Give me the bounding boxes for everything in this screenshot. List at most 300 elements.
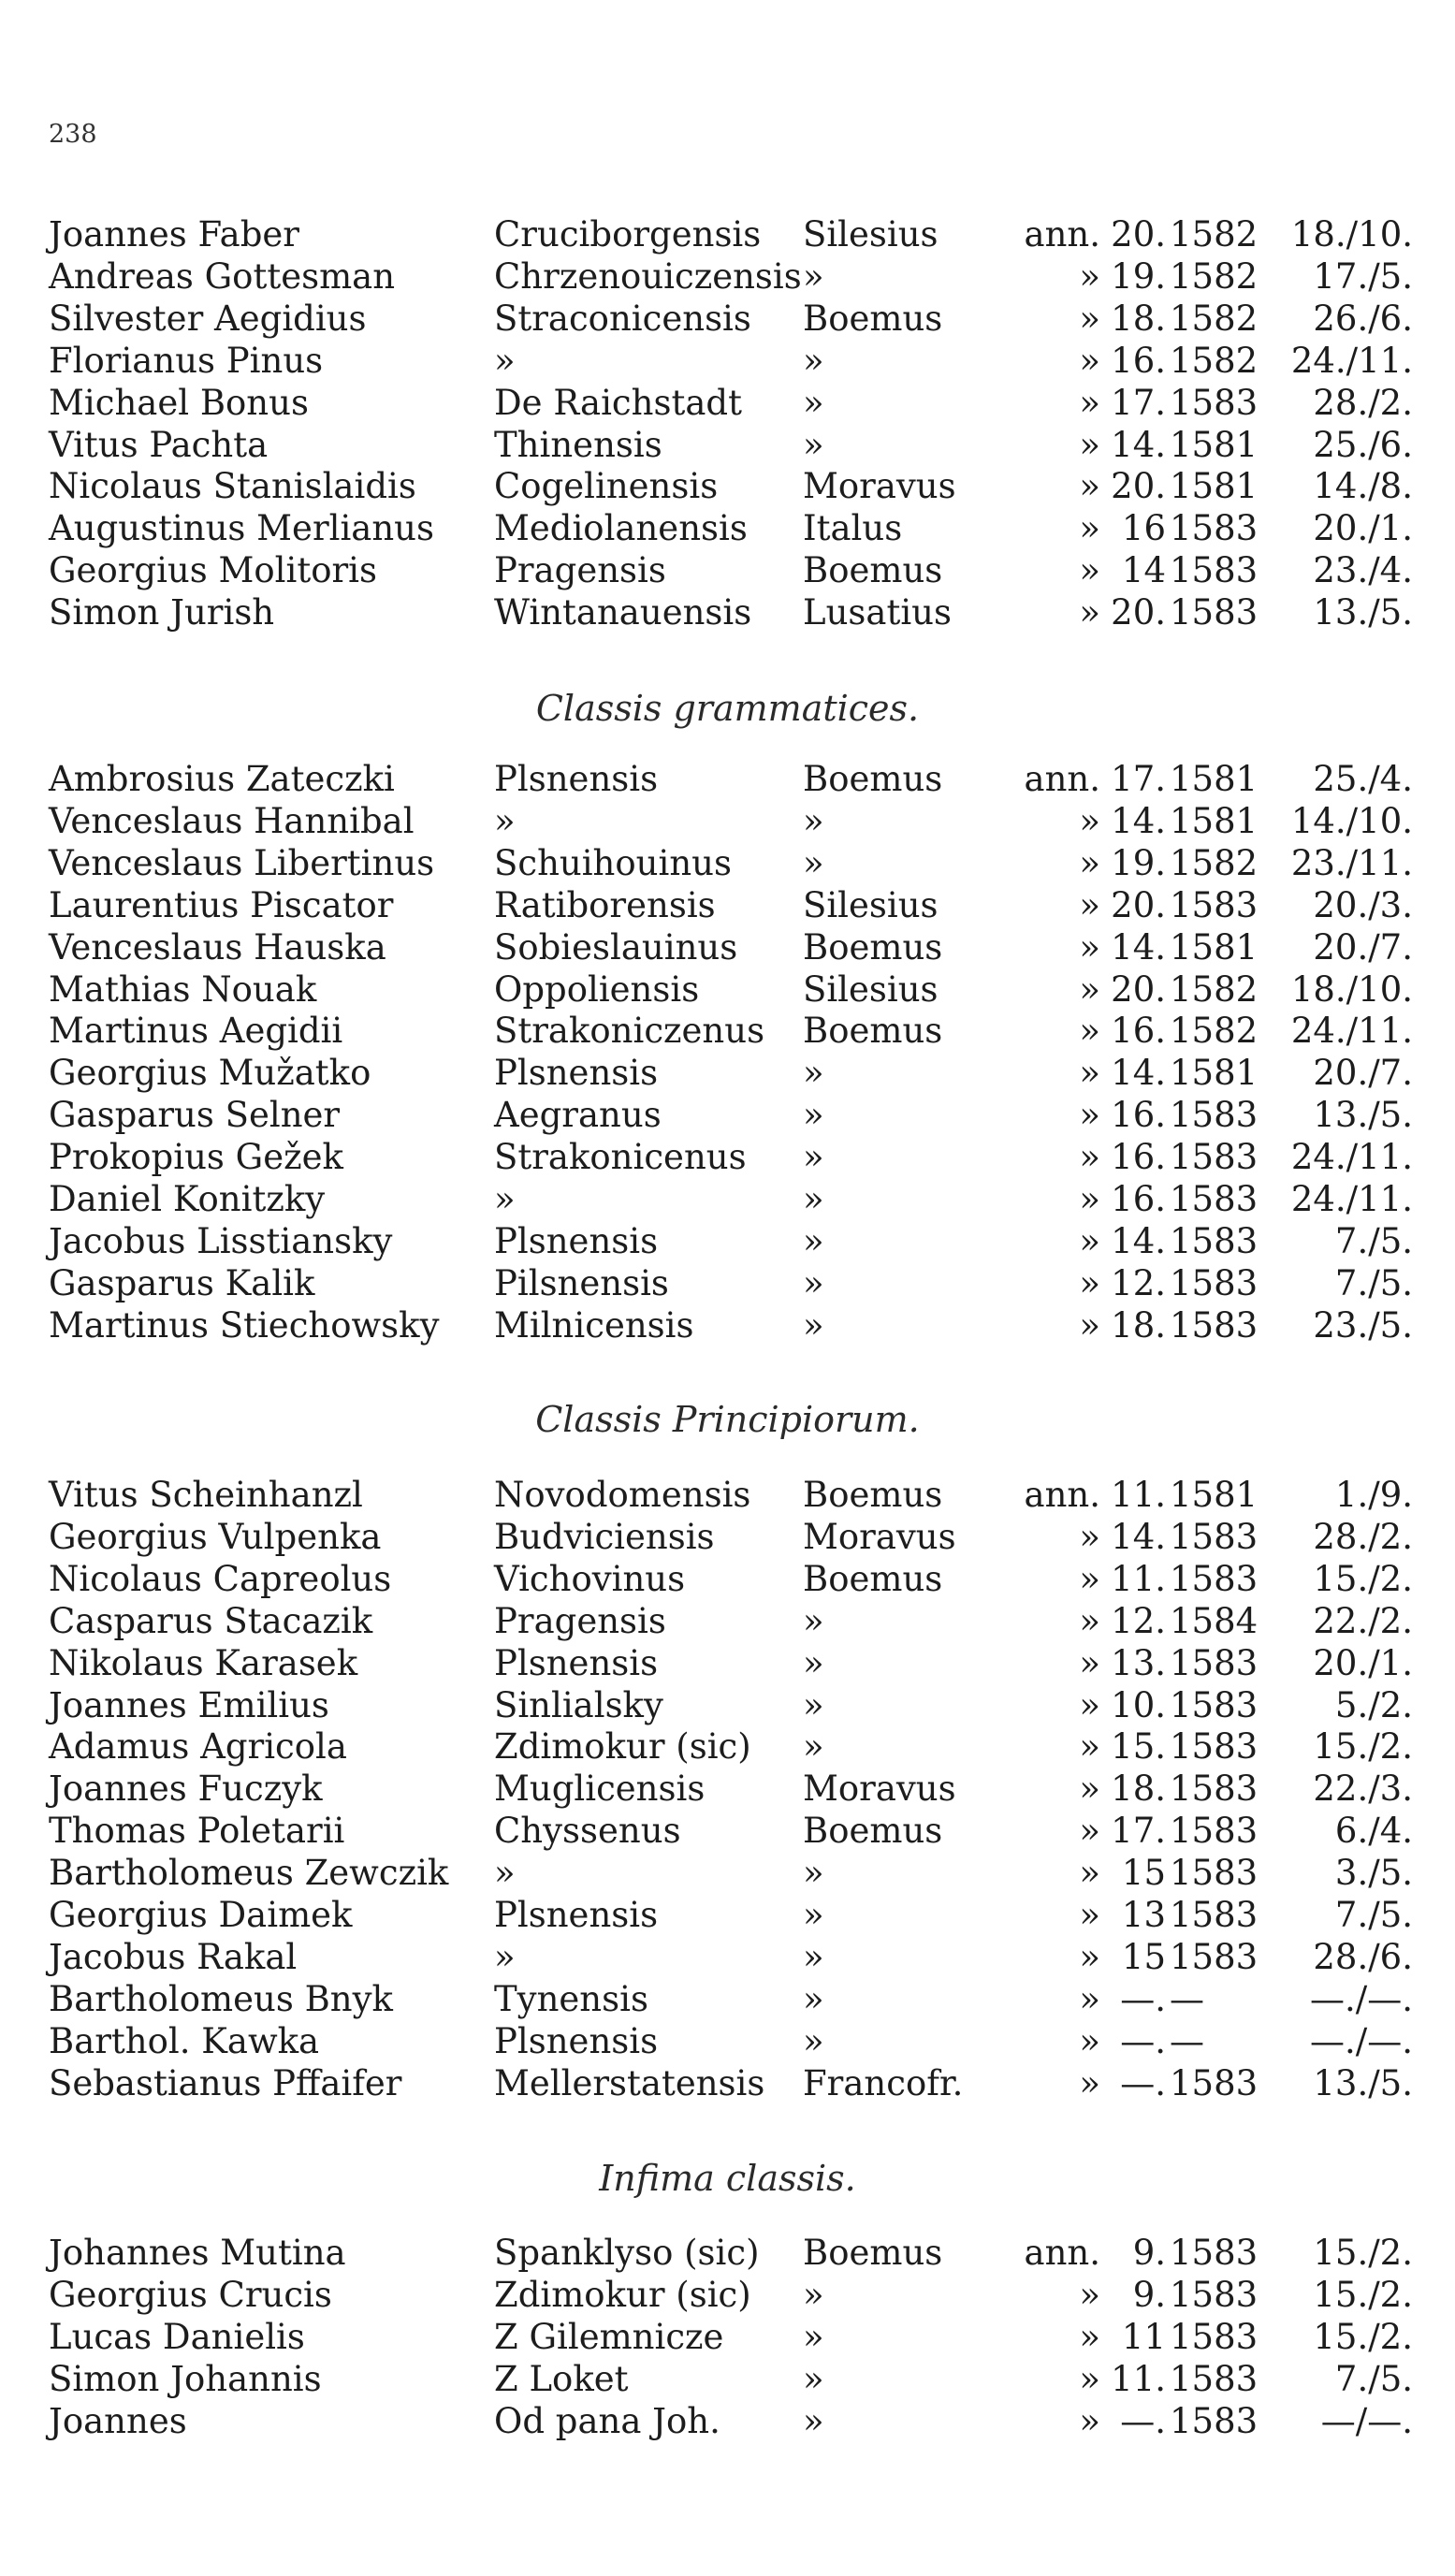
register-row xyxy=(0,968,1455,1011)
row-day: 11. xyxy=(1111,2358,1166,2399)
row-origin: Mellerstatensis xyxy=(494,2062,765,2103)
row-ann: » xyxy=(1079,1895,1100,1935)
register-row xyxy=(0,465,1455,507)
row-date: 7./5. xyxy=(1334,1895,1413,1935)
row-name: Georgius Crucis xyxy=(49,2274,332,2315)
row-name: Daniel Konitzky xyxy=(49,1179,326,1219)
row-nation: » xyxy=(803,1137,824,1178)
register-row xyxy=(0,1136,1455,1178)
row-date: 13./5. xyxy=(1313,592,1413,633)
row-nation: » xyxy=(803,842,824,883)
row-year: 1583 xyxy=(1170,592,1259,633)
row-ann: » xyxy=(1079,298,1100,339)
row-ann: ann. xyxy=(1024,1475,1100,1515)
row-ann: » xyxy=(1079,1936,1100,1977)
row-origin: Plsnensis xyxy=(494,1053,659,1094)
row-origin: Novodomensis xyxy=(494,1475,751,1515)
row-date: 23./5. xyxy=(1313,1304,1413,1346)
register-row xyxy=(0,2316,1455,2358)
section-heading: Classis grammatices. xyxy=(535,688,920,729)
row-name: Joannes Fuczyk xyxy=(49,1768,323,1810)
row-day: 9. xyxy=(1132,2274,1166,2315)
row-ann: » xyxy=(1079,340,1100,381)
register-row xyxy=(0,2274,1455,2316)
row-ann: » xyxy=(1079,1137,1100,1178)
row-origin: Zdimokur (sic) xyxy=(494,1726,751,1768)
row-day: 18. xyxy=(1111,1768,1166,1810)
row-name: Georgius Daimek xyxy=(49,1895,353,1935)
row-nation: Moravus xyxy=(803,1768,956,1810)
row-name: Venceslaus Hannibal xyxy=(49,800,415,841)
row-origin: Cruciborgensis xyxy=(494,214,762,255)
row-ann: » xyxy=(1079,255,1100,297)
row-day: 18. xyxy=(1111,298,1166,339)
row-nation: » xyxy=(803,1684,824,1725)
row-name: Venceslaus Libertinus xyxy=(49,842,435,883)
row-year: 1583 xyxy=(1170,1220,1259,1261)
row-name: Laurentius Piscator xyxy=(49,884,394,925)
row-day: —. xyxy=(1120,2062,1166,2103)
register-row xyxy=(0,2020,1455,2062)
row-year: 1581 xyxy=(1170,759,1259,799)
row-day: —. xyxy=(1120,1978,1166,2019)
row-date: 24./11. xyxy=(1290,1011,1413,1052)
row-nation: » xyxy=(803,1978,824,2019)
row-date: 15./2. xyxy=(1313,1726,1413,1768)
row-nation: » xyxy=(803,800,824,841)
row-day: 15 xyxy=(1121,1853,1166,1894)
row-date: 6./4. xyxy=(1334,1811,1413,1852)
page-number: 238 xyxy=(49,120,97,149)
row-origin: Strakoniczenus xyxy=(494,1011,765,1052)
row-origin: Wintanauensis xyxy=(494,592,752,633)
row-origin: Thinensis xyxy=(494,424,662,465)
row-origin: De Raichstadt xyxy=(494,382,742,423)
row-date: 14./10. xyxy=(1290,800,1413,841)
row-nation: » xyxy=(803,1262,824,1303)
row-origin: Plsnensis xyxy=(494,2020,659,2061)
row-day: 14. xyxy=(1111,1516,1166,1557)
row-name: Johannes Mutina xyxy=(49,2233,346,2273)
row-nation: » xyxy=(803,2020,824,2061)
section-heading: Infima classis. xyxy=(599,2158,856,2199)
row-year: 1581 xyxy=(1170,1475,1259,1515)
row-day: 11. xyxy=(1111,1475,1166,1515)
row-ann: » xyxy=(1079,592,1100,633)
row-name: Gasparus Selner xyxy=(49,1095,341,1136)
register-row xyxy=(0,424,1455,466)
row-year: 1583 xyxy=(1170,1516,1259,1557)
row-date: 20./1. xyxy=(1313,1642,1413,1683)
row-ann: » xyxy=(1079,968,1100,1010)
row-date: 15./2. xyxy=(1313,1558,1413,1599)
row-name: Nikolaus Karasek xyxy=(49,1642,358,1683)
row-name: Georgius Molitoris xyxy=(49,550,377,591)
row-day: 9. xyxy=(1132,2233,1166,2273)
row-name: Florianus Pinus xyxy=(49,340,324,381)
row-name: Jacobus Rakal xyxy=(49,1936,298,1977)
row-ann: » xyxy=(1079,884,1100,925)
row-day: 13. xyxy=(1111,1642,1166,1683)
row-nation: » xyxy=(803,1095,824,1136)
row-name: Augustinus Merlianus xyxy=(49,508,435,549)
row-year: 1583 xyxy=(1170,1137,1259,1178)
row-date: 23./11. xyxy=(1290,842,1413,883)
row-origin: Milnicensis xyxy=(494,1304,694,1346)
row-nation: » xyxy=(803,2274,824,2315)
row-day: 12. xyxy=(1111,1262,1166,1303)
row-nation: Boemus xyxy=(803,298,943,339)
row-ann: » xyxy=(1079,1262,1100,1303)
register-row xyxy=(0,507,1455,549)
row-nation: Moravus xyxy=(803,466,956,507)
row-name: Prokopius Gežek xyxy=(49,1137,343,1178)
row-origin: » xyxy=(494,1179,516,1219)
row-year: 1581 xyxy=(1170,1053,1259,1094)
row-name: Sebastianus Pffaifer xyxy=(49,2062,402,2103)
row-origin: Sobieslauinus xyxy=(494,926,738,968)
row-origin: Pragensis xyxy=(494,550,666,591)
row-nation: Italus xyxy=(803,508,903,549)
row-ann: » xyxy=(1079,550,1100,591)
row-ann: » xyxy=(1079,1558,1100,1599)
row-origin: Zdimokur (sic) xyxy=(494,2274,751,2315)
row-date: 18./10. xyxy=(1290,214,1413,255)
row-name: Joannes Emilius xyxy=(49,1684,329,1725)
row-date: 5./2. xyxy=(1334,1684,1413,1725)
row-day: 19. xyxy=(1111,842,1166,883)
row-origin: Z Gilemnicze xyxy=(494,2316,724,2357)
row-name: Bartholomeus Zewczik xyxy=(49,1853,449,1894)
row-year: 1582 xyxy=(1170,214,1259,255)
row-date: —./—. xyxy=(1310,1978,1413,2019)
row-nation: Boemus xyxy=(803,550,943,591)
register-row xyxy=(0,1474,1455,1516)
row-origin: Muglicensis xyxy=(494,1768,706,1810)
row-nation: » xyxy=(803,1600,824,1641)
row-origin: Plsnensis xyxy=(494,1895,659,1935)
register-row xyxy=(0,1516,1455,1558)
row-nation: Boemus xyxy=(803,2233,943,2273)
row-ann: » xyxy=(1079,382,1100,423)
row-origin: Aegranus xyxy=(494,1095,662,1136)
row-origin: Pilsnensis xyxy=(494,1262,669,1303)
row-nation: Boemus xyxy=(803,1475,943,1515)
row-origin: Vichovinus xyxy=(494,1558,686,1599)
row-year: 1582 xyxy=(1170,255,1259,297)
row-origin: Spanklyso (sic) xyxy=(494,2233,760,2273)
row-year: 1584 xyxy=(1170,1600,1259,1641)
row-nation: Moravus xyxy=(803,1516,956,1557)
register-row xyxy=(0,2400,1455,2442)
row-nation: » xyxy=(803,1936,824,1977)
row-year: 1583 xyxy=(1170,2274,1259,2315)
register-row xyxy=(0,884,1455,926)
row-day: 13 xyxy=(1121,1895,1166,1935)
row-day: —. xyxy=(1120,2020,1166,2061)
row-name: Joannes xyxy=(49,2400,187,2441)
row-nation: Boemus xyxy=(803,1011,943,1052)
row-origin: Chyssenus xyxy=(494,1811,681,1852)
row-date: 22./2. xyxy=(1313,1600,1413,1641)
row-ann: » xyxy=(1079,2062,1100,2103)
register-row xyxy=(0,255,1455,298)
row-origin: Z Loket xyxy=(494,2358,629,2399)
row-date: 24./11. xyxy=(1290,340,1413,381)
row-year: 1583 xyxy=(1170,1179,1259,1219)
row-ann: » xyxy=(1079,1726,1100,1768)
row-year: 1582 xyxy=(1170,842,1259,883)
row-ann: » xyxy=(1079,2316,1100,2357)
row-nation: » xyxy=(803,1895,824,1935)
row-year: 1583 xyxy=(1170,2358,1259,2399)
row-name: Mathias Nouak xyxy=(49,968,317,1010)
row-day: 16. xyxy=(1111,1179,1166,1219)
row-nation: » xyxy=(803,382,824,423)
row-ann: » xyxy=(1079,1011,1100,1052)
row-ann: » xyxy=(1079,1516,1100,1557)
row-ann: » xyxy=(1079,508,1100,549)
register-row xyxy=(0,1558,1455,1600)
row-day: 20. xyxy=(1111,214,1166,255)
register-row xyxy=(0,1220,1455,1262)
row-origin: Plsnensis xyxy=(494,759,659,799)
row-day: 15. xyxy=(1111,1726,1166,1768)
row-origin: Chrzenouiczensis xyxy=(494,255,802,297)
row-name: Simon Johannis xyxy=(49,2358,322,2399)
row-ann: » xyxy=(1079,1053,1100,1094)
row-origin: Tynensis xyxy=(494,1978,648,2019)
row-name: Georgius Mužatko xyxy=(49,1053,371,1094)
row-ann: » xyxy=(1079,800,1100,841)
row-year: 1583 xyxy=(1170,1811,1259,1852)
row-name: Joannes Faber xyxy=(49,214,299,255)
row-year: 1583 xyxy=(1170,884,1259,925)
row-name: Jacobus Lisstiansky xyxy=(49,1220,393,1261)
row-day: 16 xyxy=(1121,508,1166,549)
row-date: 3./5. xyxy=(1334,1853,1413,1894)
row-nation: » xyxy=(803,1853,824,1894)
row-date: 18./10. xyxy=(1290,968,1413,1010)
row-nation: Boemus xyxy=(803,1558,943,1599)
row-nation: » xyxy=(803,255,824,297)
row-day: 16. xyxy=(1111,1011,1166,1052)
row-name: Barthol. Kawka xyxy=(49,2020,320,2061)
row-year: 1581 xyxy=(1170,800,1259,841)
row-ann: » xyxy=(1079,1684,1100,1725)
row-day: 14. xyxy=(1111,1053,1166,1094)
register-row xyxy=(0,2358,1455,2400)
row-nation: Silesius xyxy=(803,968,938,1010)
row-name: Nicolaus Stanislaidis xyxy=(49,466,416,507)
row-nation: » xyxy=(803,1304,824,1346)
row-date: 15./2. xyxy=(1313,2316,1413,2357)
row-day: 17. xyxy=(1111,1811,1166,1852)
row-nation: » xyxy=(803,1179,824,1219)
row-day: 14. xyxy=(1111,800,1166,841)
row-year: 1581 xyxy=(1170,466,1259,507)
row-nation: Boemus xyxy=(803,926,943,968)
row-date: 26./6. xyxy=(1313,298,1413,339)
register-row xyxy=(0,926,1455,968)
register-row xyxy=(0,1852,1455,1894)
register-row xyxy=(0,1725,1455,1768)
row-name: Silvester Aegidius xyxy=(49,298,367,339)
row-day: 19. xyxy=(1111,255,1166,297)
row-date: 15./2. xyxy=(1313,2274,1413,2315)
row-origin: Plsnensis xyxy=(494,1220,659,1261)
row-origin: Budviciensis xyxy=(494,1516,715,1557)
row-origin: Od pana Joh. xyxy=(494,2400,720,2441)
row-date: 24./11. xyxy=(1290,1137,1413,1178)
row-date: 13./5. xyxy=(1313,2062,1413,2103)
row-date: 7./5. xyxy=(1334,1262,1413,1303)
row-year: 1582 xyxy=(1170,298,1259,339)
register-row xyxy=(0,1768,1455,1810)
row-name: Vitus Scheinhanzl xyxy=(49,1475,363,1515)
row-year: 1583 xyxy=(1170,2400,1259,2441)
row-ann: » xyxy=(1079,2358,1100,2399)
row-year: 1583 xyxy=(1170,550,1259,591)
row-nation: » xyxy=(803,1053,824,1094)
register-row xyxy=(0,1010,1455,1052)
register-row xyxy=(0,1094,1455,1136)
row-date: 1./9. xyxy=(1334,1475,1413,1515)
row-year: 1583 xyxy=(1170,1095,1259,1136)
row-date: 20./7. xyxy=(1313,926,1413,968)
row-nation: Lusatius xyxy=(803,592,952,633)
register-row xyxy=(0,2232,1455,2274)
row-name: Ambrosius Zateczki xyxy=(49,759,395,799)
register-row xyxy=(0,1052,1455,1094)
register-row xyxy=(0,591,1455,633)
register-row xyxy=(0,1936,1455,1978)
row-year: 1583 xyxy=(1170,1936,1259,1977)
register-row xyxy=(0,800,1455,842)
register-row xyxy=(0,842,1455,884)
row-name: Venceslaus Hauska xyxy=(49,926,386,968)
row-year: 1582 xyxy=(1170,340,1259,381)
row-origin: » xyxy=(494,800,516,841)
row-nation: » xyxy=(803,1726,824,1768)
register-row xyxy=(0,1642,1455,1684)
row-year: 1583 xyxy=(1170,1558,1259,1599)
row-name: Adamus Agricola xyxy=(49,1726,347,1768)
row-date: 24./11. xyxy=(1290,1179,1413,1219)
row-year: 1581 xyxy=(1170,926,1259,968)
row-name: Vitus Pachta xyxy=(49,424,269,465)
row-name: Casparus Stacazik xyxy=(49,1600,373,1641)
row-date: 22./3. xyxy=(1313,1768,1413,1810)
row-day: 10. xyxy=(1111,1684,1166,1725)
row-year: — xyxy=(1170,1978,1204,2019)
row-date: 15./2. xyxy=(1313,2233,1413,2273)
register-row xyxy=(0,1978,1455,2020)
register-row xyxy=(0,1684,1455,1726)
row-origin: Straconicensis xyxy=(494,298,751,339)
row-name: Georgius Vulpenka xyxy=(49,1516,382,1557)
row-origin: Plsnensis xyxy=(494,1642,659,1683)
row-name: Thomas Poletarii xyxy=(49,1811,345,1852)
row-date: 28./2. xyxy=(1313,382,1413,423)
register-row xyxy=(0,1178,1455,1220)
row-name: Andreas Gottesman xyxy=(49,255,396,297)
row-origin: Oppoliensis xyxy=(494,968,700,1010)
row-name: Simon Jurish xyxy=(49,592,275,633)
row-day: 20. xyxy=(1111,884,1166,925)
row-day: 17. xyxy=(1111,759,1166,799)
row-origin: Pragensis xyxy=(494,1600,666,1641)
row-origin: Cogelinensis xyxy=(494,466,719,507)
row-day: 15 xyxy=(1121,1936,1166,1977)
row-day: 20. xyxy=(1111,592,1166,633)
row-year: 1582 xyxy=(1170,1011,1259,1052)
row-date: 25./6. xyxy=(1313,424,1413,465)
row-nation: Francofr. xyxy=(803,2062,964,2103)
register-row xyxy=(0,2062,1455,2104)
row-day: 14. xyxy=(1111,926,1166,968)
row-day: 11. xyxy=(1111,1558,1166,1599)
row-ann: » xyxy=(1079,424,1100,465)
row-year: 1583 xyxy=(1170,508,1259,549)
row-ann: » xyxy=(1079,926,1100,968)
register-row xyxy=(0,298,1455,340)
row-day: 12. xyxy=(1111,1600,1166,1641)
row-date: 7./5. xyxy=(1334,2358,1413,2399)
row-ann: » xyxy=(1079,466,1100,507)
row-ann: ann. xyxy=(1024,759,1100,799)
row-day: 20. xyxy=(1111,466,1166,507)
row-day: —. xyxy=(1120,2400,1166,2441)
row-origin: Ratiborensis xyxy=(494,884,716,925)
register-row xyxy=(0,213,1455,255)
row-name: Martinus Aegidii xyxy=(49,1011,343,1052)
row-ann: » xyxy=(1079,1978,1100,2019)
register-row xyxy=(0,1810,1455,1852)
row-day: 16. xyxy=(1111,340,1166,381)
row-nation: » xyxy=(803,424,824,465)
row-day: 17. xyxy=(1111,382,1166,423)
row-origin: » xyxy=(494,1936,516,1977)
row-day: 14 xyxy=(1121,550,1166,591)
row-year: 1583 xyxy=(1170,1726,1259,1768)
row-ann: » xyxy=(1079,1095,1100,1136)
register-row xyxy=(0,1304,1455,1346)
row-year: 1581 xyxy=(1170,424,1259,465)
row-day: 14. xyxy=(1111,424,1166,465)
row-nation: Silesius xyxy=(803,884,938,925)
row-nation: » xyxy=(803,1220,824,1261)
section-heading: Classis Principiorum. xyxy=(535,1399,920,1440)
row-ann: » xyxy=(1079,842,1100,883)
row-year: 1583 xyxy=(1170,1642,1259,1683)
row-ann: » xyxy=(1079,1811,1100,1852)
row-nation: Silesius xyxy=(803,214,938,255)
row-day: 16. xyxy=(1111,1095,1166,1136)
row-ann: » xyxy=(1079,1642,1100,1683)
row-ann: » xyxy=(1079,2400,1100,2441)
row-date: 7./5. xyxy=(1334,1220,1413,1261)
row-date: —/—. xyxy=(1320,2400,1413,2441)
row-date: 23./4. xyxy=(1313,550,1413,591)
row-name: Bartholomeus Bnyk xyxy=(49,1978,393,2019)
row-name: Lucas Danielis xyxy=(49,2316,305,2357)
row-year: 1583 xyxy=(1170,2233,1259,2273)
row-year: 1583 xyxy=(1170,1768,1259,1810)
row-year: 1583 xyxy=(1170,1853,1259,1894)
row-year: — xyxy=(1170,2020,1204,2061)
row-date: 17./5. xyxy=(1313,255,1413,297)
